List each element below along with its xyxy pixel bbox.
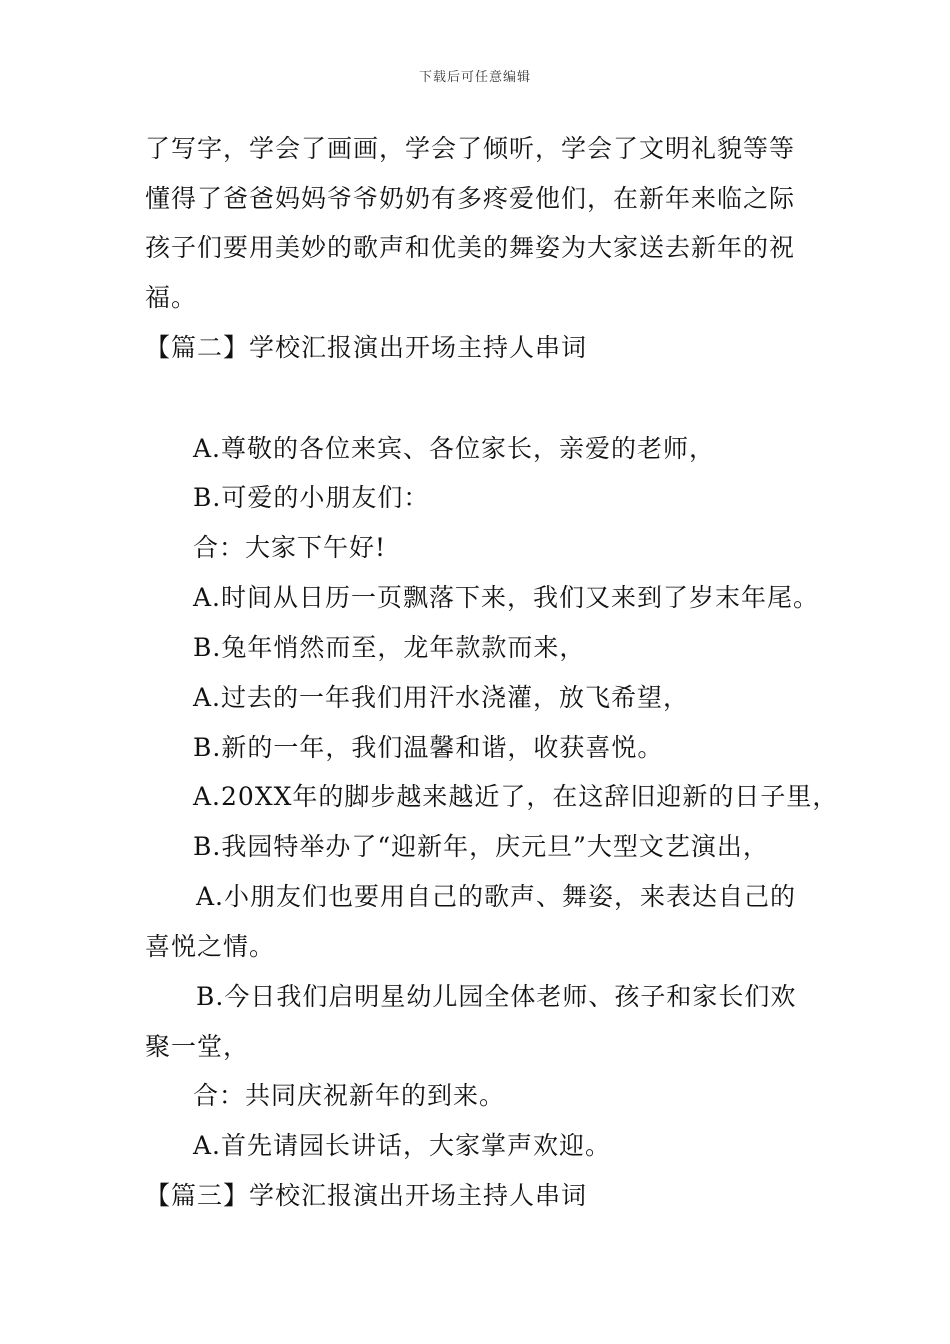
page-header: 下载后可任意编辑: [418, 70, 531, 85]
paragraph-line: 福。: [145, 283, 198, 312]
dialogue-line: 聚一堂，: [145, 1032, 250, 1061]
dialogue-line: A.20XX年的脚步越来越近了，在这辞旧迎新的日子里，: [193, 782, 839, 811]
dialogue-line: 喜悦之情。: [145, 932, 276, 961]
dialogue-line: 合：共同庆祝新年的到来。: [193, 1081, 506, 1110]
dialogue-line: A.过去的一年我们用汗水浇灌，放飞希望，: [193, 683, 690, 712]
section-heading: 【篇三】学校汇报演出开场主持人串词: [145, 1181, 588, 1210]
dialogue-line: A.小朋友们也要用自己的歌声、舞姿，来表达自己的: [196, 882, 797, 911]
dialogue-line: A.尊敬的各位来宾、各位家长，亲爱的老师，: [193, 434, 716, 463]
dialogue-line: B.今日我们启明星幼儿园全体老师、孩子和家长们欢: [196, 982, 797, 1011]
dialogue-line: B.可爱的小朋友们：: [193, 483, 430, 512]
dialogue-line: A.首先请园长讲话，大家掌声欢迎。: [193, 1131, 612, 1160]
dialogue-line: 合：大家下午好!: [193, 533, 387, 562]
paragraph-line: 了写字，学会了画画，学会了倾听，学会了文明礼貌等等: [145, 134, 796, 163]
paragraph-line: 孩子们要用美妙的歌声和优美的舞姿为大家送去新年的祝: [145, 233, 796, 262]
paragraph-line: 懂得了爸爸妈妈爷爷奶奶有多疼爱他们，在新年来临之际: [145, 184, 796, 213]
section-heading: 【篇二】学校汇报演出开场主持人串词: [145, 333, 588, 362]
dialogue-line: B.新的一年，我们温馨和谐，收获喜悦。: [193, 733, 664, 762]
dialogue-line: B.兔年悄然而至，龙年款款而来，: [193, 633, 586, 662]
dialogue-line: A.时间从日历一页飘落下来，我们又来到了岁末年尾。: [193, 583, 820, 612]
dialogue-line: B.我园特举办了“迎新年，庆元旦”大型文艺演出，: [193, 832, 769, 861]
